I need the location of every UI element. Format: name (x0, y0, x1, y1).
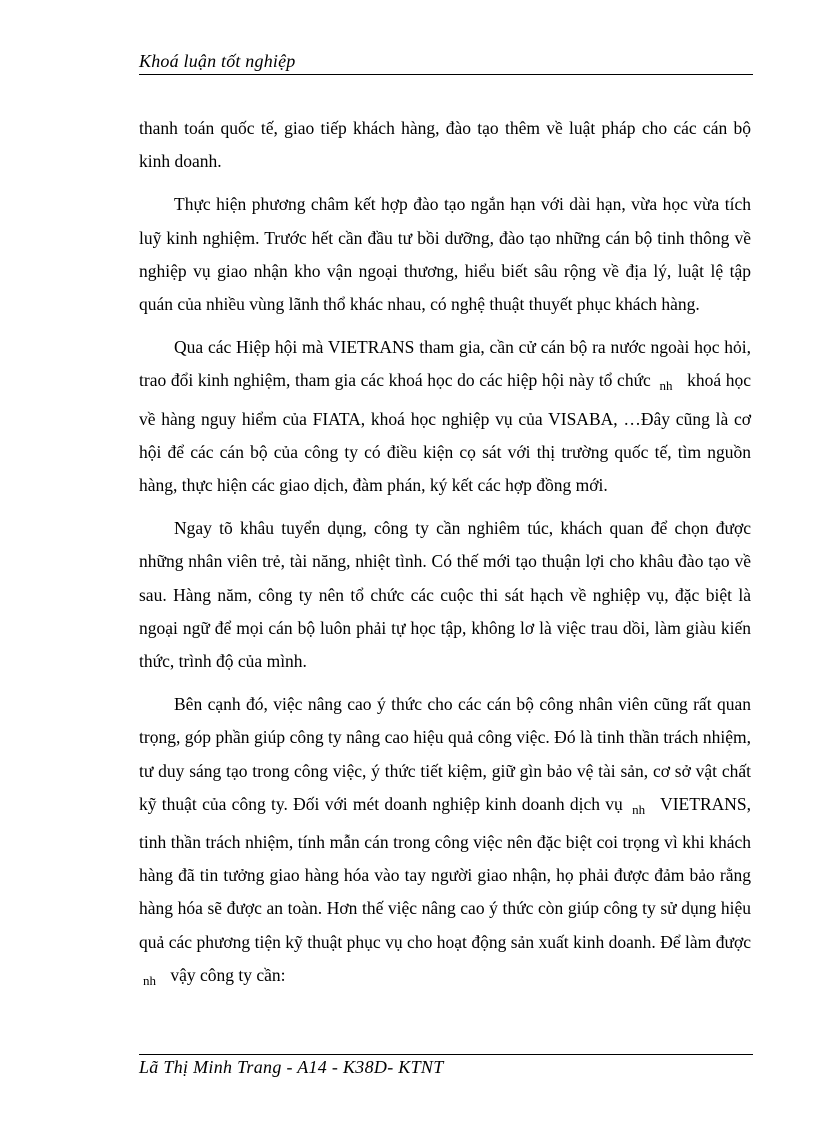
stray-fragment: nh (659, 378, 673, 394)
paragraph-2 (139, 188, 751, 321)
stray-fragment: nh (632, 801, 646, 817)
paragraph-4 (139, 512, 751, 678)
paragraph-text: VIETRANS, tinh thần trách nhiệm, tính mẫn cán trong công việc nên đặc biệt coi trọng vì khi khách hàng đã tin tưởng giao hàng hóa vào tay người giao nhận, họ phải được đảm bảo rằng hàng hóa sẽ được an toàn. Hơn thế việc nâng cao ý thức còn giúp công ty sử dụng hiệu quả các phương tiện kỹ thuật phục vụ cho hoạt động sản xuất kinh doanh. Để làm được (139, 793, 751, 952)
paragraph-5 (139, 688, 751, 997)
paragraph-text: thanh toán quốc tế, giao tiếp khách hàng, đào tạo thêm về luật pháp cho các cán bộ kinh doanh. (139, 118, 751, 172)
paragraph-text: Bên cạnh đó, việc nâng cao ý thức cho các cán bộ công nhân viên cũng rất quan trọng, góp phần giúp công ty nâng cao hiệu quả công việc. Đó là tinh thần trách nhiệm, tư duy sáng tạo trong công việc, ý thức tiết kiệm, giữ gìn bảo vệ tài sản, cơ sở vật chất kỹ thuật của công ty. Đối với mét doanh nghiệp kinh doanh dịch vụ (139, 694, 751, 814)
paragraph-1 (139, 112, 751, 178)
paragraph-3 (139, 331, 751, 502)
header-rule (139, 74, 753, 75)
paragraph-text: Thực hiện phương châm kết hợp đào tạo ngắn hạn với dài hạn, vừa học vừa tích luỹ kinh nghiệm. Trước hết cần đầu tư bồi dưỡng, đào tạo những cán bộ tinh thông về nghiệp vụ giao nhận kho vận ngoại thương, hiểu biết sâu rộng về địa lý, luật lệ tập quán của nhiều vùng lãnh thổ khác nhau, có nghệ thuật thuyết phục khách hàng. (139, 194, 751, 315)
body-text (139, 112, 751, 1007)
paragraph-text: Qua các Hiệp hội mà VIETRANS tham gia, cần cử cán bộ ra nước ngoài học hỏi, trao đổi kinh nghiệm, tham gia các khoá học do các hiệp hội này tổ chức (139, 337, 751, 391)
stray-fragment: nh (143, 972, 156, 988)
paragraph-text: vậy công ty cần: (170, 964, 286, 985)
footer-rule (139, 1054, 753, 1055)
paragraph-text: khoá học về hàng nguy hiểm của FIATA, khoá học nghiệp vụ của VISABA, …Đây cũng là cơ hội để các cán bộ của công ty có điều kiện cọ sát với thị trường quốc tế, tìm nguồn hàng, thực hiện các giao dịch, đàm phán, ký kết các hợp đồng mới. (139, 370, 751, 496)
page-footer-author: Lã Thị Minh Trang - A14 - K38D- KTNT (139, 1057, 444, 1077)
page-header-title: Khoá luận tốt nghiệp (139, 51, 296, 71)
paragraph-text: Ngay tõ khâu tuyển dụng, công ty cần nghiêm túc, khách quan để chọn được những nhân viên trẻ, tài năng, nhiệt tình. Có thế mới tạo thuận lợi cho khâu đào tạo về sau. Hàng năm, công ty nên tổ chức các cuộc thi sát hạch về nghiệp vụ, đặc biệt là ngoại ngữ để mọi cán bộ luôn phải tự học tập, không lơ là việc trau dồi, làm giàu kiến thức, trình độ của mình. (139, 518, 751, 672)
